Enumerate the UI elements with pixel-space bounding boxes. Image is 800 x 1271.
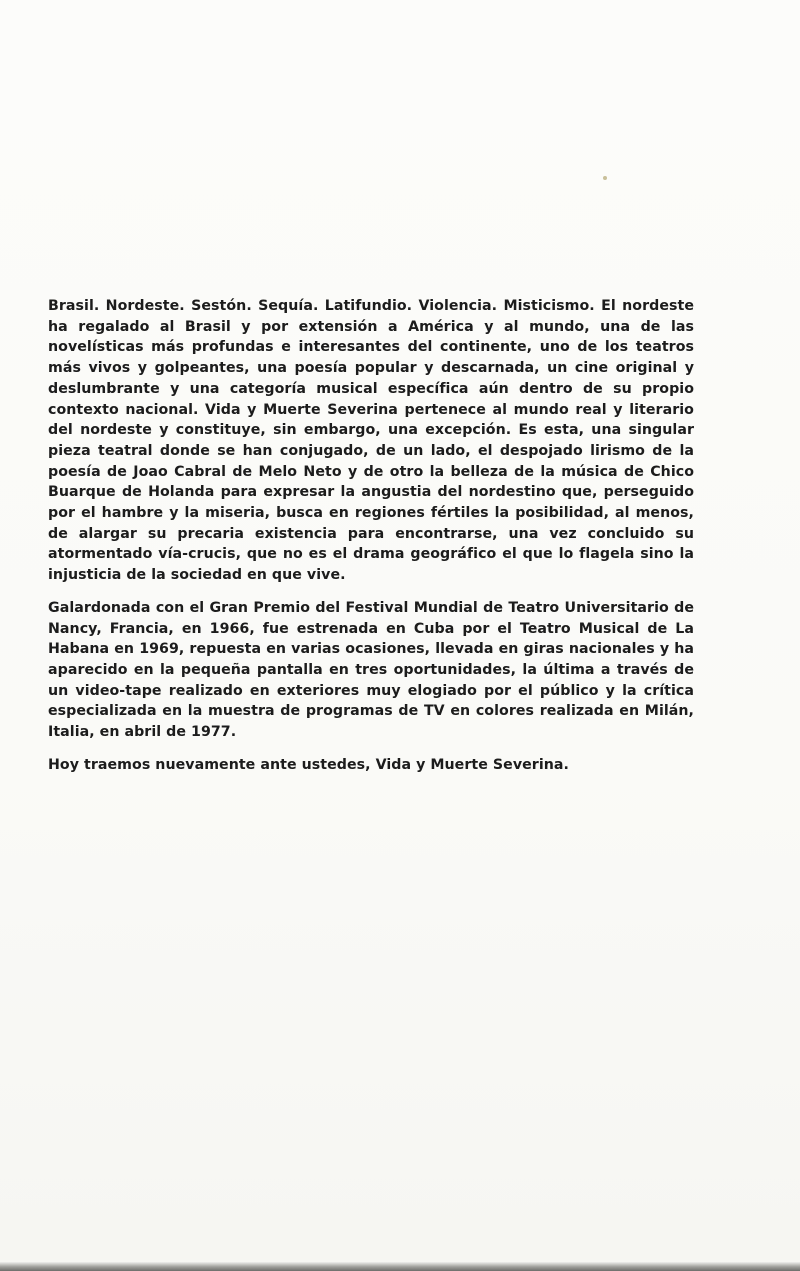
paragraph-awards bbox=[48, 598, 694, 743]
closing-play-title: Vida y Muerte Severina. bbox=[375, 756, 569, 773]
play-title: Vida y Muerte Severina bbox=[205, 401, 398, 418]
intro-text-continued: pertenece al mundo real y literario del nordeste y constituye, sin embargo, una excepción. Es esta, una singular pieza teatral donde se han conjugado, de un lado, el despojado lirismo de la poesía de Joao Cabral de Melo Neto y de otro la belleza de la música de Chico Buarque de Holanda para expresar la angustia del nordestino que, perseguido por el hambre y la miseria, busca en regiones fértiles la posibilidad, al menos, de alargar su precaria existencia para encontrarse, una vez concluido su atormentado vía-crucis, que no es el drama geográfico el que lo flagela sino la injusticia de la sociedad en que vive. bbox=[48, 401, 694, 584]
awards-text: Galardonada con el Gran Premio del Festival Mundial de Teatro Universitario de Nancy, Francia, en 1966, fue estrenada en Cuba por el Teatro Musical de La Habana en 1969, repuesta en varias ocasiones, llevada en giras nacionales y ha aparecido en la pequeña pantalla en tres oportunidades, la última a través de un video-tape realizado en exteriores muy elogiado por el público y la crítica especializada en la muestra de programas de TV en colores realizada en Milán, Italia, en abril de 1977. bbox=[48, 599, 694, 741]
intro-text: Brasil. Nordeste. Sestón. Sequía. Latifundio. Violencia. Misticismo. El nordeste ha regalado al Brasil y por extensión a América y al mundo, una de las novelísticas más profundas e interesantes del continente, uno de los teatros más vivos y golpeantes, una poesía popular y descarnada, un cine original y deslumbrante y una categoría musical específica aún dentro de su propio contexto nacional. bbox=[48, 298, 694, 418]
page-bottom-edge bbox=[0, 1262, 800, 1271]
closing-text: Hoy traemos nuevamente ante ustedes, bbox=[48, 756, 376, 773]
paragraph-closing bbox=[48, 755, 694, 776]
paper-speck bbox=[603, 176, 607, 180]
paragraph-intro bbox=[48, 296, 694, 586]
body-text bbox=[48, 296, 694, 787]
